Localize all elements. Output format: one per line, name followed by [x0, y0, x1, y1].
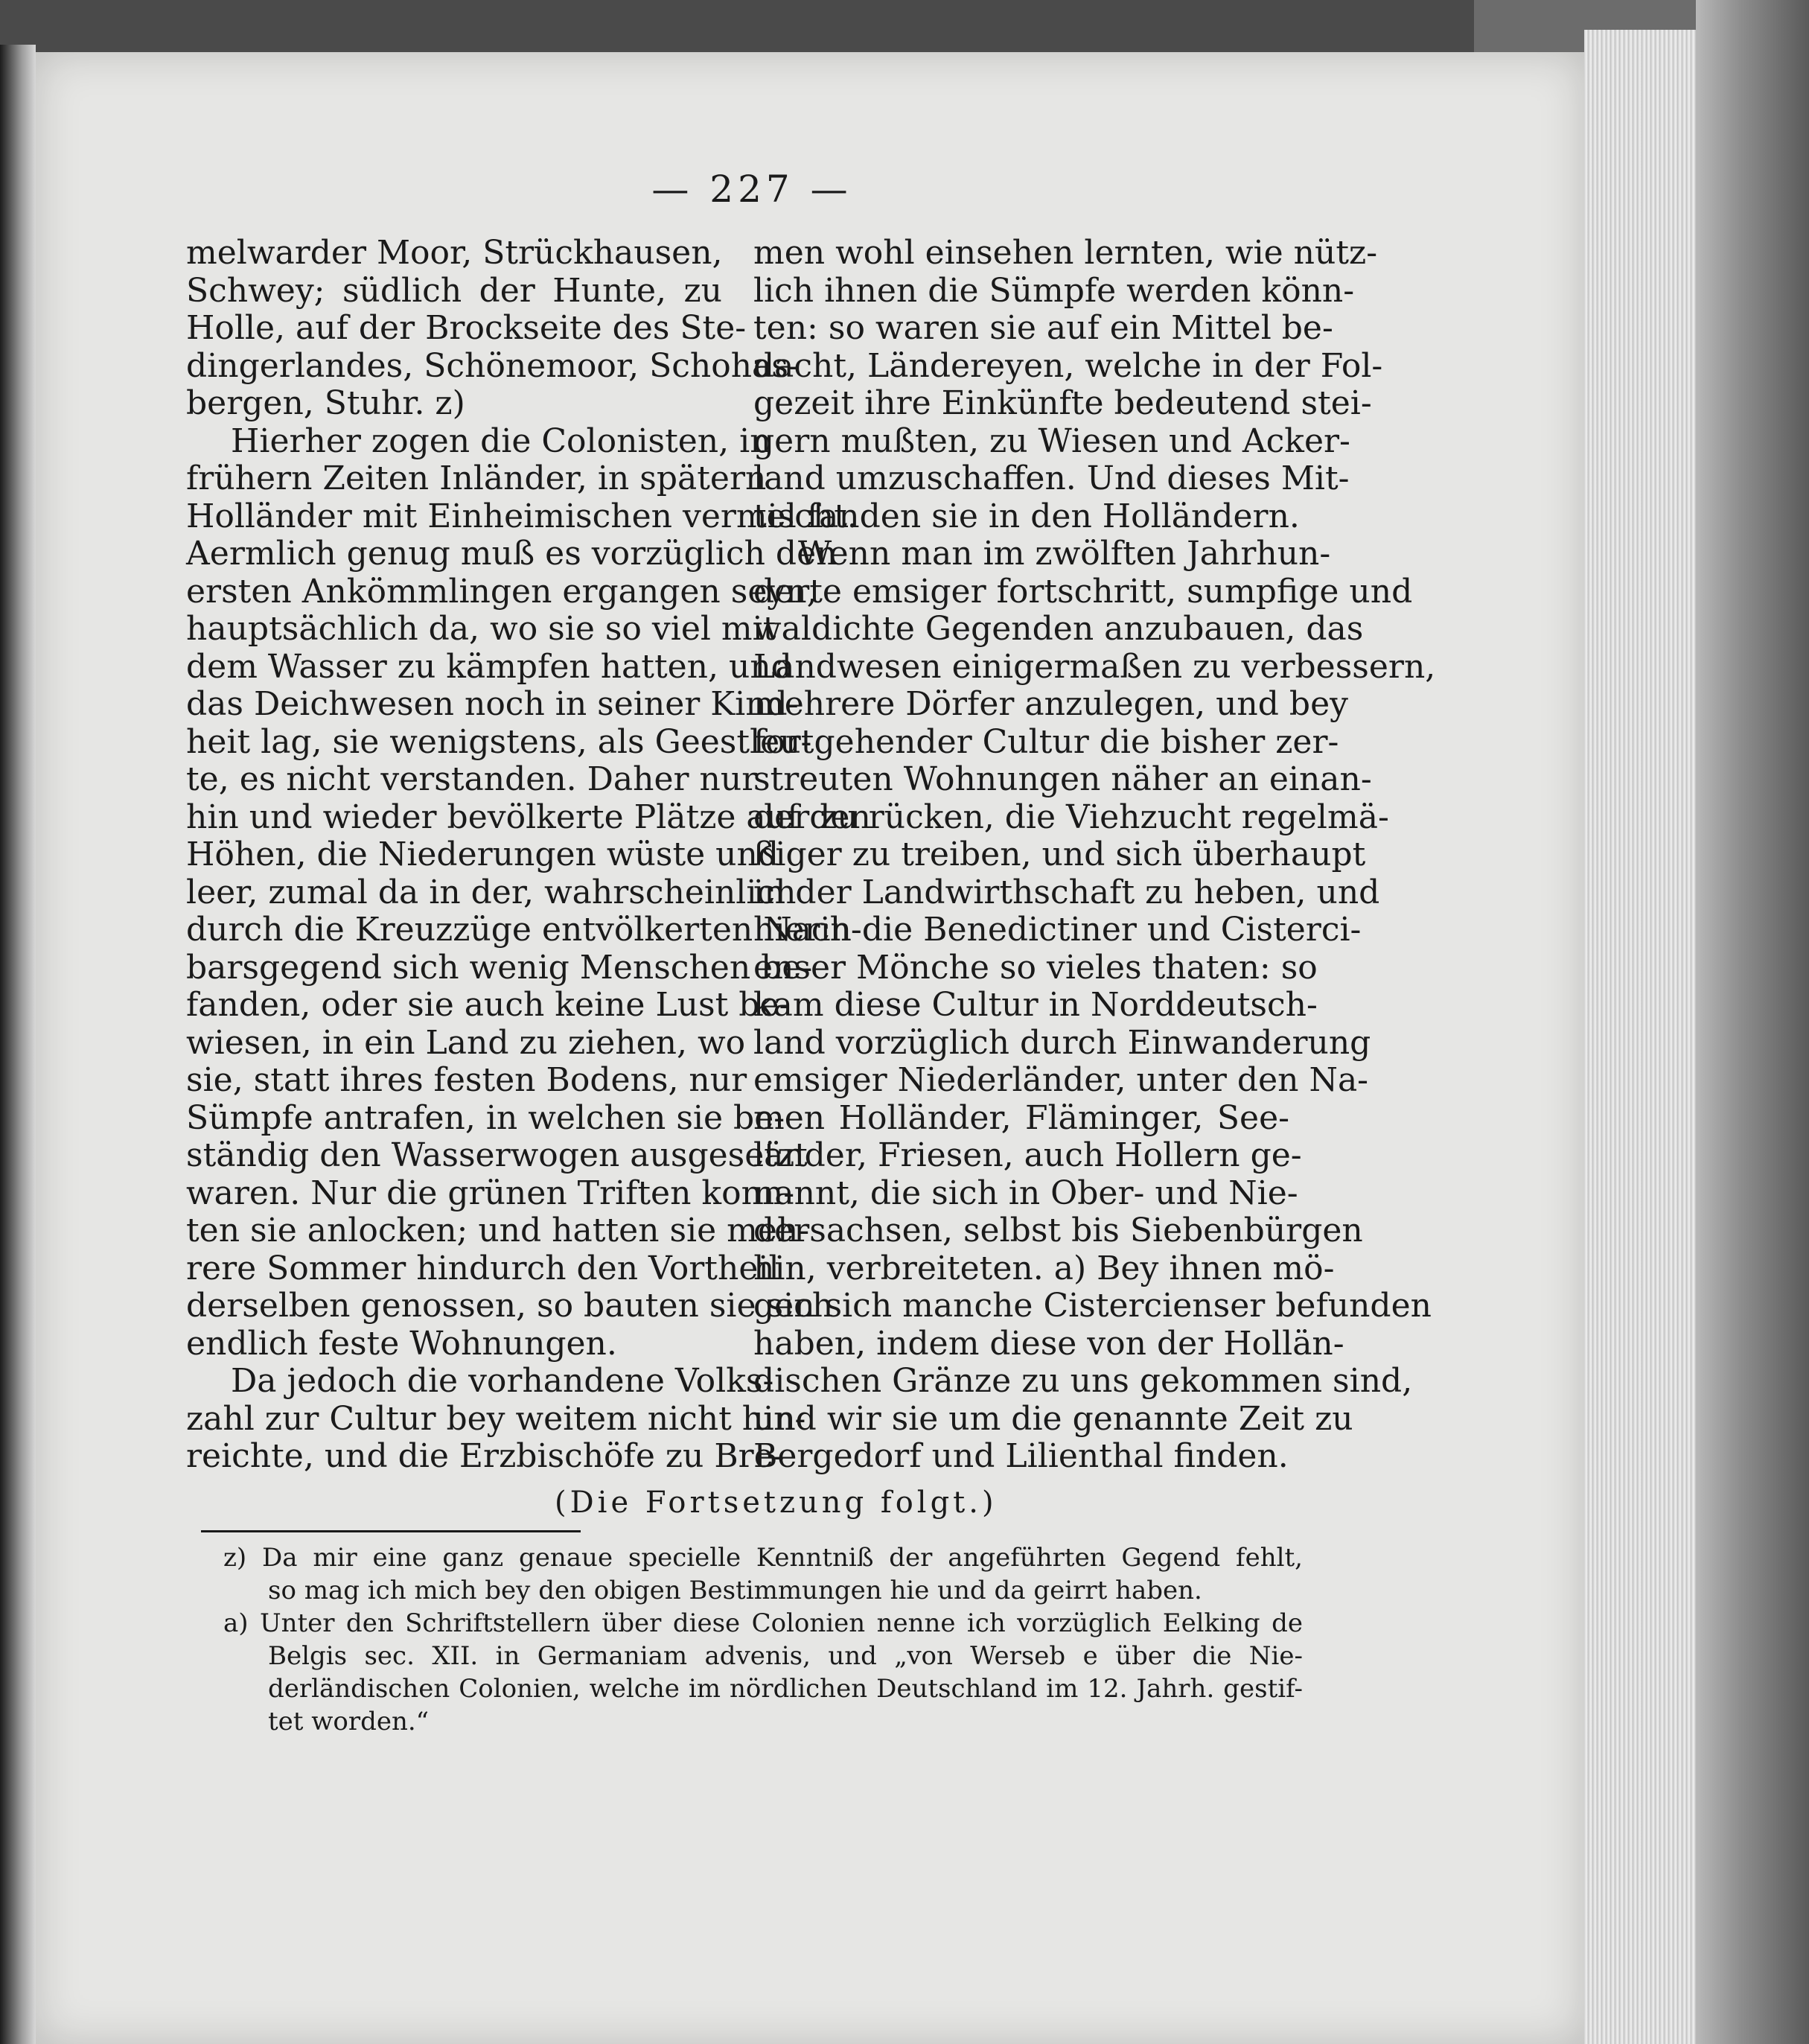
text-line: Aermlich genug muß es vorzüglich den	[186, 535, 838, 573]
text-line: dacht, Ländereyen, welche in der Fol-	[753, 346, 1383, 385]
page-number: — 227 —	[651, 168, 852, 211]
text-line: ten sie anlocken; und hatten sie meh-	[186, 1212, 810, 1249]
text-line: und wir sie um die genannte Zeit zu	[753, 1399, 1353, 1438]
left-text-column	[186, 234, 871, 1476]
text-line: Schwey; südlich der Hunte, zu	[186, 271, 722, 310]
text-line: ten: so waren sie auf ein Mittel be-	[753, 309, 1333, 347]
text-line: zahl zur Cultur bey weitem nicht hin-	[186, 1399, 806, 1438]
text-line: mehrere Dörfer anzulegen, und bey	[753, 685, 1348, 723]
text-line: Holländer mit Einheimischen vermischt.	[186, 497, 858, 535]
text-line: Holle, auf der Brockseite des Ste-	[186, 309, 747, 347]
continuation-note: (Die Fortsetzung folgt.)	[555, 1486, 998, 1520]
footnote-divider	[201, 1530, 581, 1532]
text-line: Höhen, die Niederungen wüste und	[186, 835, 779, 873]
text-line: Landwesen einigermaßen zu verbessern,	[753, 647, 1436, 686]
text-line: dem Wasser zu kämpfen hatten, und	[186, 647, 792, 686]
text-line: fanden, oder sie auch keine Lust be-	[186, 986, 791, 1024]
text-line: enser Mönche so vieles thaten: so	[753, 948, 1318, 987]
text-line: waren. Nur die grünen Triften konn-	[186, 1174, 795, 1212]
text-line: men wohl einsehen lernten, wie nütz-	[753, 234, 1378, 272]
text-line: frühern Zeiten Inländer, in spätern	[186, 459, 767, 497]
footnote-line: tet worden.“	[268, 1707, 430, 1736]
text-line: rere Sommer hindurch den Vortheil	[186, 1249, 779, 1287]
text-line: bergen, Stuhr. z)	[186, 384, 465, 422]
text-line: barsgegend sich wenig Menschen be-	[186, 948, 813, 987]
text-line: Da jedoch die vorhandene Volks-	[231, 1362, 774, 1400]
footnote-line: a) Unter den Schriftstellern über diese Colonien nenne ich vorzüglich Eelking de	[223, 1608, 1303, 1638]
text-line: endlich feste Wohnungen.	[186, 1324, 617, 1363]
text-line: in der Landwirthschaft zu heben, und	[753, 873, 1380, 911]
book-cover-right	[1696, 0, 1809, 2044]
text-line: gen sich manche Cistercienser befunden	[753, 1287, 1432, 1325]
text-line: heit lag, sie wenigstens, als Geestleu-	[186, 722, 812, 761]
text-line: ßiger zu treiben, und sich überhaupt	[753, 835, 1366, 873]
book-gutter	[0, 45, 36, 2044]
right-text-column	[753, 234, 1436, 1476]
footnotes	[223, 1541, 1303, 1738]
text-line: dingerlandes, Schönemoor, Schohas-	[186, 346, 800, 385]
text-line: waldichte Gegenden anzubauen, das	[753, 610, 1364, 648]
text-line: hauptsächlich da, wo sie so viel mit	[186, 610, 776, 648]
text-line: gezeit ihre Einkünfte bedeutend stei-	[753, 384, 1372, 422]
text-line: derselben genossen, so bauten sie sich	[186, 1287, 834, 1325]
text-line: hin und wieder bevölkerte Plätze auf den	[186, 797, 871, 836]
text-line: nannt, die sich in Ober- und Nie-	[753, 1174, 1298, 1212]
text-line: hin, verbreiteten. a) Bey ihnen mö-	[753, 1249, 1335, 1287]
text-line: dersachsen, selbst bis Siebenbürgen	[753, 1212, 1363, 1249]
text-line: ständig den Wasserwogen ausgesetzt	[186, 1136, 808, 1174]
text-line: gern mußten, zu Wiesen und Acker-	[753, 421, 1350, 460]
text-line: durch die Kreuzzüge entvölkerten Nach-	[186, 911, 862, 949]
text-line: Hierher zogen die Colonisten, in	[231, 421, 771, 460]
text-line: hierin die Benedictiner und Cisterci-	[753, 911, 1362, 949]
text-line: dischen Gränze zu uns gekommen sind,	[753, 1362, 1413, 1400]
text-line: Bergedorf und Lilienthal finden.	[753, 1437, 1289, 1475]
footnote-line: derländischen Colonien, welche im nördlichen Deutschland im 12. Jahrh. gestif-	[268, 1674, 1303, 1704]
footnote-line: Belgis sec. XII. in Germaniam advenis, und „von Werseb e über die Nie-	[268, 1641, 1303, 1671]
text-line: te, es nicht verstanden. Daher nur	[186, 760, 758, 798]
text-line: land umzuschaffen. Und dieses Mit-	[753, 459, 1350, 497]
text-line: lich ihnen die Sümpfe werden könn-	[753, 271, 1355, 310]
footnote-line: so mag ich mich bey den obigen Bestimmungen hie und da geirrt haben.	[268, 1576, 1202, 1605]
text-line: men Holländer, Fläminger, See-	[753, 1098, 1289, 1137]
page-edges	[1584, 30, 1696, 2044]
text-line: tel fanden sie in den Holländern.	[753, 497, 1300, 535]
text-line: derte emsiger fortschritt, sumpfige und	[753, 572, 1413, 611]
text-line: der zu rücken, die Viehzucht regelmä-	[753, 797, 1389, 836]
text-line: emsiger Niederländer, unter den Na-	[753, 1061, 1369, 1099]
text-line: land vorzüglich durch Einwanderung	[753, 1023, 1371, 1062]
text-line: ersten Ankömmlingen ergangen seyn,	[186, 572, 817, 611]
text-line: streuten Wohnungen näher an einan-	[753, 760, 1372, 798]
text-line: wiesen, in ein Land zu ziehen, wo	[186, 1023, 746, 1062]
text-line: fortgehender Cultur die bisher zer-	[753, 722, 1339, 761]
text-line: das Deichwesen noch in seiner Kind-	[186, 685, 799, 723]
text-line: Wenn man im zwölften Jahrhun-	[798, 535, 1331, 573]
text-line: reichte, und die Erzbischöfe zu Bre-	[186, 1437, 785, 1475]
text-line: länder, Friesen, auch Hollern ge-	[753, 1136, 1302, 1174]
footnote-line: z) Da mir eine ganz genaue specielle Kenntniß der angeführten Gegend fehlt,	[223, 1543, 1303, 1573]
text-line: sie, statt ihres festen Bodens, nur	[186, 1061, 747, 1099]
text-line: Sümpfe antrafen, in welchen sie be-	[186, 1098, 785, 1137]
text-line: haben, indem diese von der Hollän-	[753, 1324, 1344, 1363]
text-line: melwarder Moor, Strückhausen,	[186, 234, 723, 272]
text-line: kam diese Cultur in Norddeutsch-	[753, 986, 1318, 1024]
text-line: leer, zumal da in der, wahrscheinlich	[186, 873, 797, 911]
